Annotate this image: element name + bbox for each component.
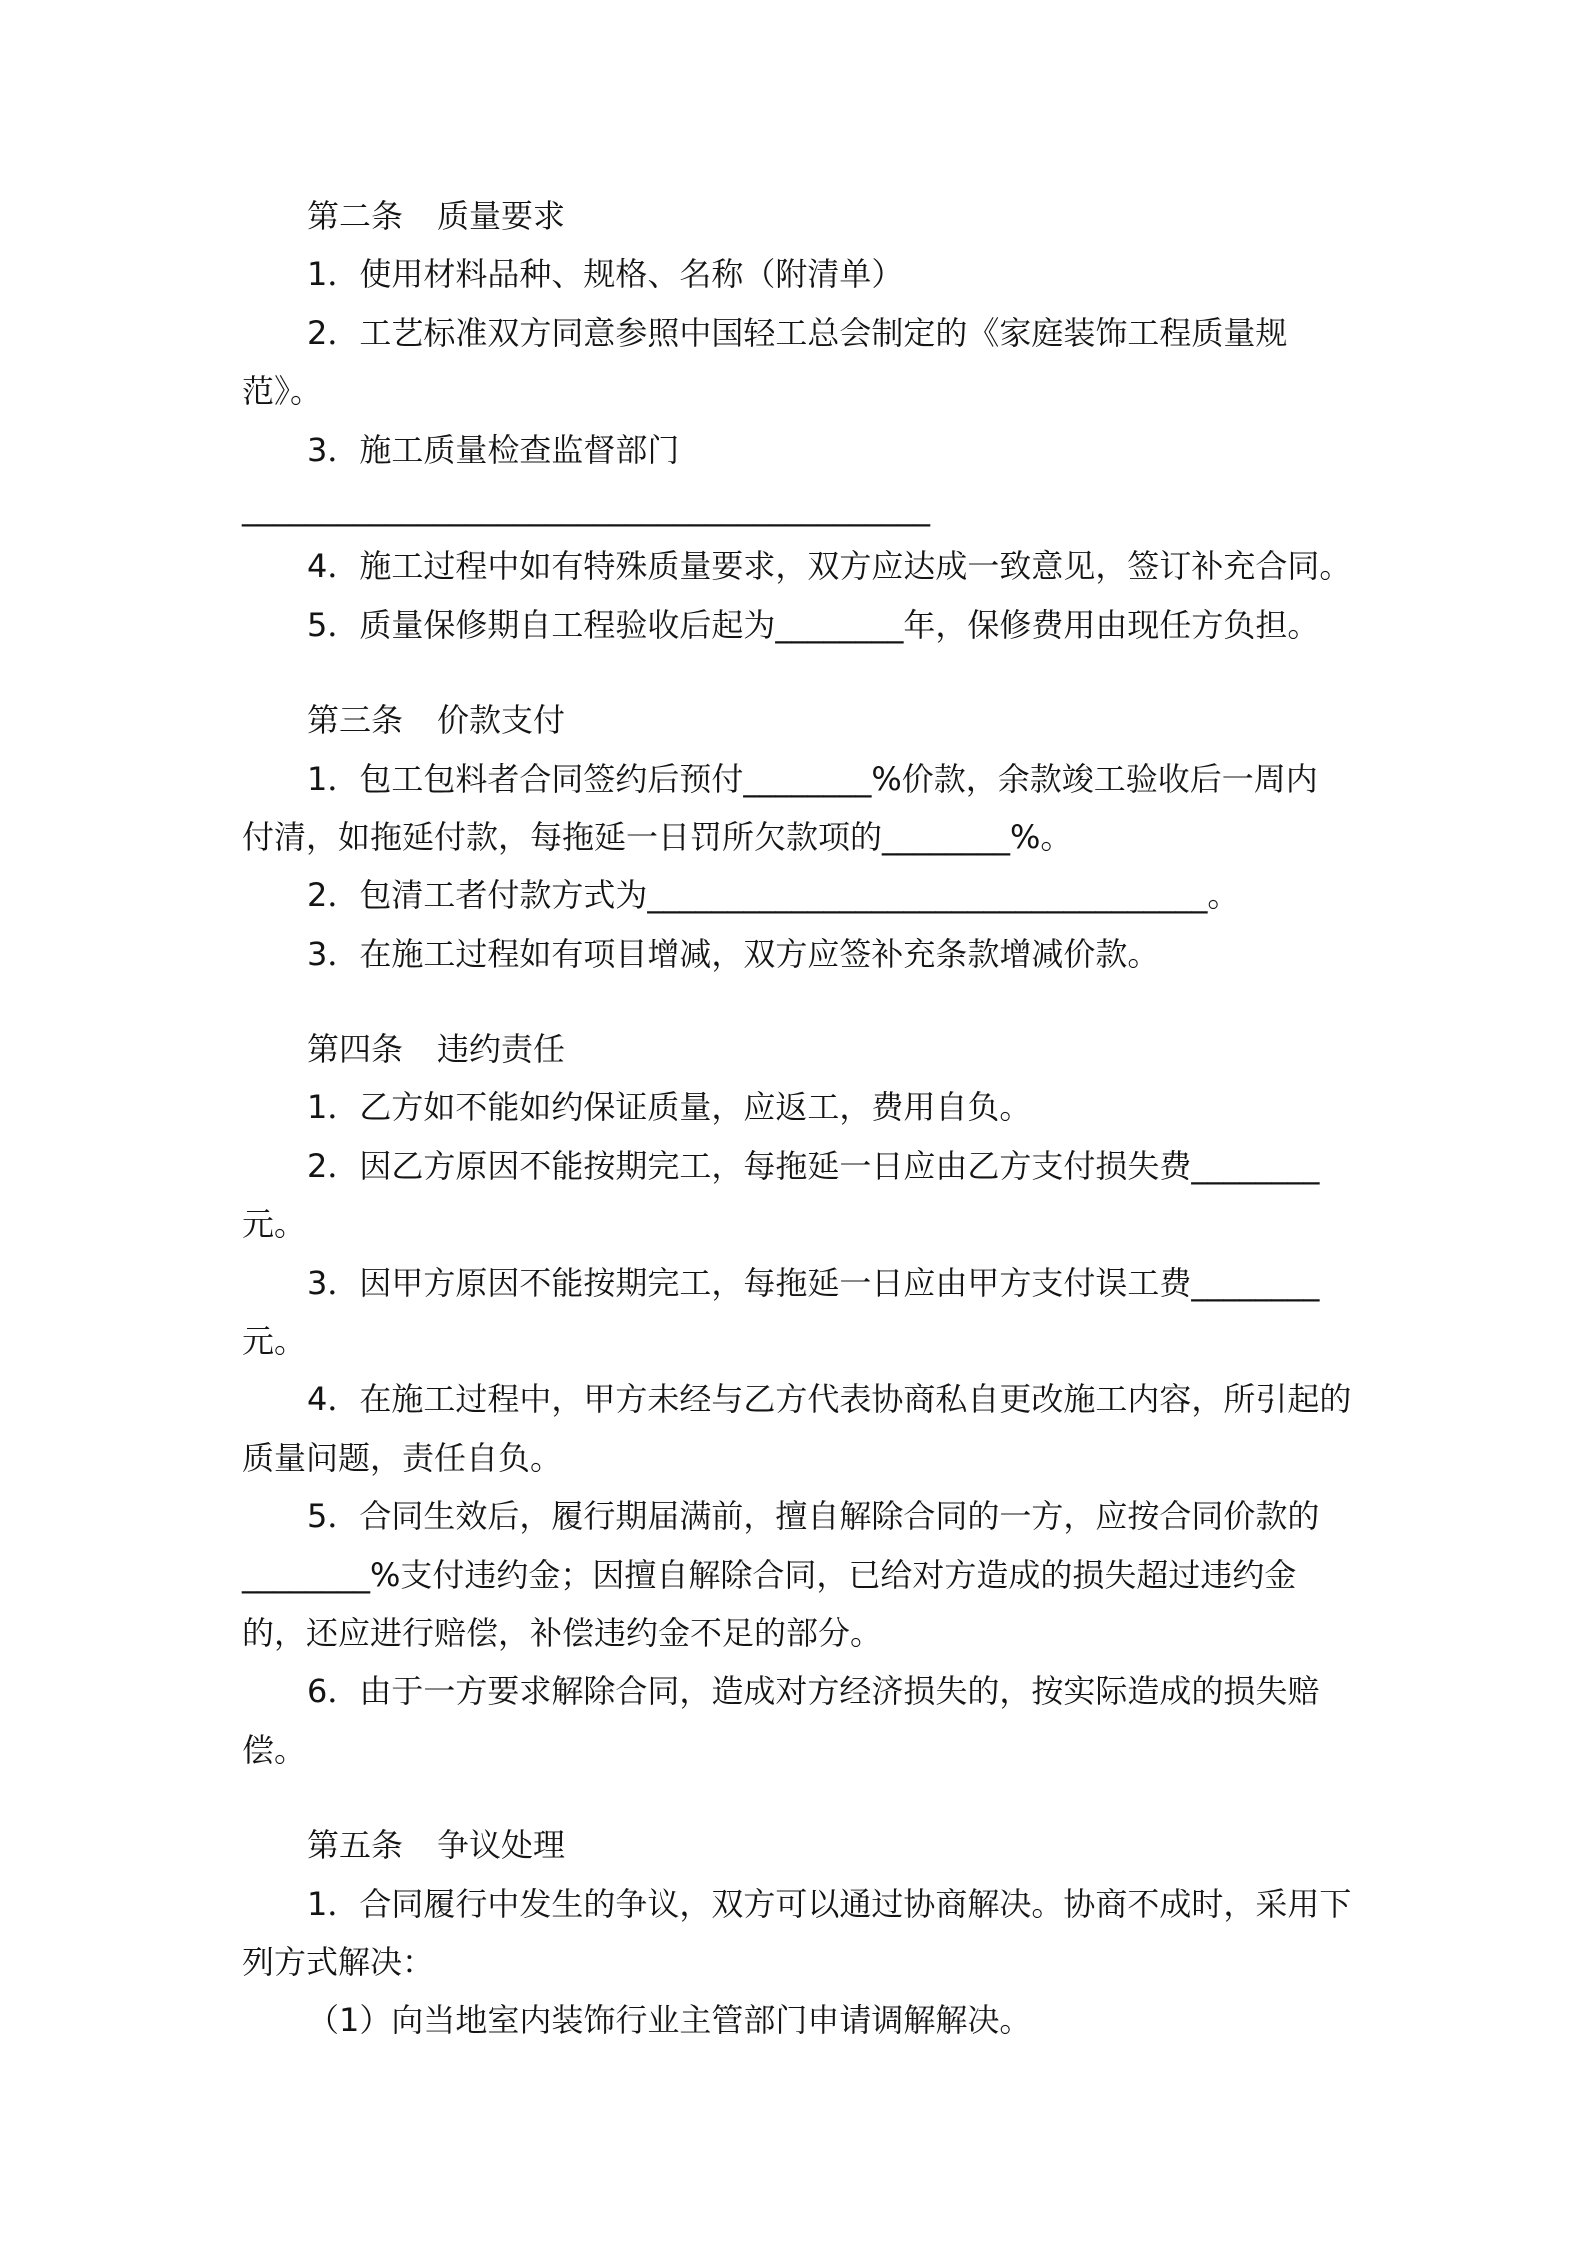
item-line: 2．工艺标准双方同意参照中国轻工总会制定的《家庭装饰工程质量规 (307, 313, 1288, 352)
item-line: 6．由于一方要求解除合同，造成对方经济损失的，按实际造成的损失赔 (307, 1672, 1320, 1711)
item-line: 列方式解决： (242, 1942, 435, 1981)
clause-number: 第三条 (307, 701, 404, 740)
clause-item (242, 866, 1386, 924)
clause-item (242, 1370, 1386, 1487)
item-line: 付清，如拖延付款，每拖延一日罚所欠款项的________%。 (242, 817, 1073, 856)
item-line: 质量问题，责任自负。 (242, 1438, 563, 1477)
item-line: ________%支付违约金；因擅自解除合同，已给对方造成的损失超过违约金 (242, 1555, 1297, 1594)
clause-item (242, 1078, 1386, 1136)
clause-section (242, 1020, 1386, 1779)
clause-number: 第四条 (307, 1030, 404, 1069)
item-line: 1．合同履行中发生的争议，双方可以通过协商解决。协商不成时，采用下 (307, 1884, 1352, 1923)
item-line: 4．施工过程中如有特殊质量要求，双方应达成一致意见，签订补充合同。 (307, 547, 1352, 586)
clause-number: 第二条 (307, 197, 404, 235)
item-line: 元。 (242, 1205, 307, 1244)
item-line: 4．在施工过程中，甲方未经与乙方代表协商私自更改施工内容，所引起的 (307, 1380, 1352, 1419)
clause-heading (242, 1020, 1386, 1078)
clause-item (242, 421, 1386, 538)
clause-section (242, 691, 1386, 983)
clause-item (242, 750, 1386, 867)
clause-title: 价款支付 (437, 701, 566, 740)
item-line: （1）向当地室内装饰行业主管部门申请调解解决。 (307, 2001, 1032, 2040)
item-line: 3．施工质量检查监督部门 (307, 430, 680, 469)
clause-title: 质量要求 (437, 197, 566, 235)
item-line: 3．因甲方原因不能按期完工，每拖延一日应由甲方支付误工费________ (307, 1263, 1320, 1302)
clause-section (242, 187, 1386, 654)
item-line: 范》。 (242, 372, 323, 411)
clause-number: 第五条 (307, 1826, 404, 1865)
clause-heading (242, 691, 1386, 749)
clause-heading (242, 1816, 1386, 1874)
clause-item (242, 1254, 1386, 1371)
item-line: 1．使用材料品种、规格、名称（附清单） (307, 255, 904, 294)
item-line: 的，还应进行赔偿，补偿违约金不足的部分。 (242, 1613, 883, 1652)
clause-heading (242, 187, 1386, 245)
clause-section (242, 1816, 1386, 2050)
clause-item (242, 1662, 1386, 1779)
clause-item (242, 596, 1386, 654)
clause-title: 违约责任 (437, 1030, 566, 1069)
clause-item (242, 1487, 1386, 1662)
item-line: 2．因乙方原因不能按期完工，每拖延一日应由乙方支付损失费________ (307, 1146, 1320, 1185)
item-line: 偿。 (242, 1730, 307, 1769)
item-line: 5．合同生效后，履行期届满前，擅自解除合同的一方，应按合同价款的 (307, 1497, 1320, 1536)
item-line: 2．包清工者付款方式为___________________________________。 (307, 876, 1240, 915)
item-line: 元。 (242, 1322, 307, 1361)
clause-sub-item (242, 1991, 1386, 2049)
clause-item (242, 1875, 1386, 1992)
item-line: 1．乙方如不能如约保证质量，应返工，费用自负。 (307, 1088, 1032, 1127)
clause-item (242, 304, 1386, 421)
clause-item (242, 1137, 1386, 1254)
item-line: 3．在施工过程如有项目增减，双方应签补充条款增减价款。 (307, 934, 1160, 973)
item-line: 5．质量保修期自工程验收后起为________年，保修费用由现任方负担。 (307, 605, 1320, 644)
blank-fill-line: ___________________________________________ (242, 488, 930, 527)
clause-item (242, 245, 1386, 303)
clause-title: 争议处理 (437, 1826, 566, 1865)
item-line: 1．包工包料者合同签约后预付________%价款，余款竣工验收后一周内 (307, 759, 1318, 798)
clause-item (242, 537, 1386, 595)
clause-item (242, 925, 1386, 983)
